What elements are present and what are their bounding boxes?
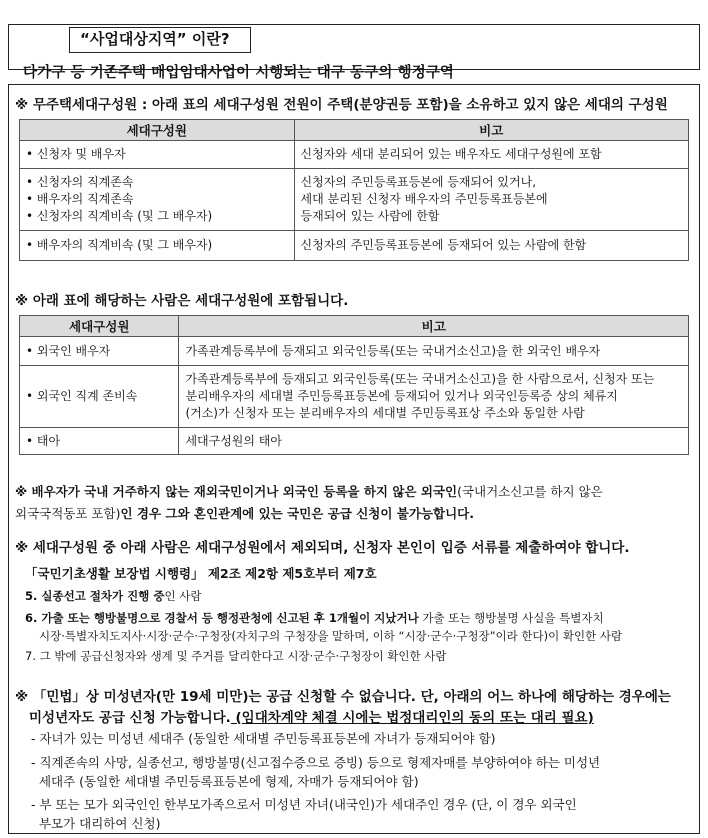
spouse-foreign-note — [15, 481, 695, 525]
table1-header-note: 비고 — [294, 120, 688, 141]
note-cell: 신청자와 세대 분리되어 있는 배우자도 세대구성원에 포함 — [300, 147, 602, 161]
section4-title: ※ 세대구성원 중 아래 사람은 세대구성원에서 제외되며, 신청자 본인이 입증 서류를 제출하여야 합니다. — [15, 540, 630, 556]
law-reference: 「국민기초생활 보장법 시행령」 제2조 제2항 제5호부터 제7호 — [25, 566, 377, 581]
section2-title: ※ 아래 표에 해당하는 사람은 세대구성원에 포함됩니다. — [15, 293, 349, 309]
member-cell: • 외국인 배우자 — [26, 343, 111, 358]
note-cell: 가족관계등록부에 등재되고 외국인등록(또는 국내거소신고)을 한 외국인 배우자 — [185, 343, 601, 358]
note-cell: 세대구성원의 태아 — [185, 433, 282, 448]
exclusion-item-6-line2: 시장·특별자치도지사·시장·군수·구청장(자치구의 구청장을 말하며, 이하 “시장·군수·구청장”이라 한다)이 확인한 사람 — [39, 629, 623, 643]
section1-title — [15, 93, 668, 113]
note-cell: (거소)가 신청자 또는 분리배우자의 세대별 주민등록표상 주소와 동일한 사람 — [185, 406, 585, 420]
member-cell: • 신청자 및 배우자 — [26, 147, 126, 161]
note-cell: 신청자의 주민등록표등본에 등재되어 있거나, — [300, 175, 537, 189]
exclusion-item-6-bold: 6. 가출 또는 행방불명으로 경찰서 등 행정관청에 신고된 후 1개월이 지났거나 — [25, 611, 419, 625]
exclusion-item-5 — [25, 588, 201, 604]
minor-exception-3-line2: 부모가 대리하여 신청) — [31, 816, 161, 831]
note-cell: 등재되어 있는 사람에 한함 — [300, 209, 440, 223]
household-member-table — [19, 119, 689, 261]
table-row — [20, 428, 689, 455]
spouse-note-line2-bold: 인 경우 그와 혼인관계에 있는 국민은 공급 신청이 불가능합니다. — [120, 506, 474, 521]
eligibility-notice-box — [8, 84, 700, 834]
member-cell: • 신청자의 직계존속 — [26, 175, 134, 189]
minor-exception-1: - 자녀가 있는 미성년 세대주 (동일한 세대별 주민등록표등본에 자녀가 등재되어야 함) — [31, 731, 496, 746]
exclusion-item-5-rest: 인 사람 — [164, 589, 202, 603]
minor-notice-line2 — [29, 706, 594, 726]
exclusion-item-6-rest: 가출 또는 행방불명 사실을 특별자치 — [418, 611, 604, 625]
minor-exception-3: - 부 또는 모가 외국인인 한부모가족으로서 미성년 자녀(내국인)가 세대주인 경우 (단, 이 경우 외국인 — [31, 797, 577, 812]
exclusion-item-7: 7. 그 밖에 공급신청자와 생계 및 주거를 달리한다고 시장·군수·구청장이 확인한 사람 — [25, 649, 447, 663]
member-cell: • 신청자의 직계비속 (및 그 배우자) — [26, 209, 213, 223]
table1-header-member: 세대구성원 — [20, 120, 295, 141]
exclusion-item-5-bold: 5. 실종선고 절차가 진행 중 — [25, 589, 165, 603]
table2-header-note: 비고 — [179, 316, 689, 337]
spouse-note-line2-normal: 외국국적동포 포함) — [15, 506, 121, 521]
spouse-note-normal: (국내거소신고를 하지 않은 — [457, 484, 603, 499]
minor-notice-line2-b: (임대차계약 체결 시에는 법정대리인의 동의 또는 대리 필요) — [230, 710, 594, 726]
note-cell: 분리배우자의 세대별 주민등록표등본에 등재되어 있거나 외국인등록증 상의 체류지 — [185, 389, 618, 403]
minor-notice-line2-a: 미성년자도 공급 신청 가능합니다. — [29, 710, 231, 726]
note-cell: 가족관계등록부에 등재되고 외국인등록(또는 국내거소신고)을 한 사람으로서, 신청자 또는 — [185, 372, 655, 386]
exclusion-item-6 — [25, 610, 604, 626]
minor-exception-2: - 직계존속의 사망, 실종선고, 행방불명(신고접수증으로 증빙) 등으로 형제자매를 부양하여야 하는 미성년 — [31, 755, 601, 770]
note-cell: 신청자의 주민등록표등본에 등재되어 있는 사람에 한함 — [300, 238, 587, 252]
table2-header-member: 세대구성원 — [20, 316, 179, 337]
table-row — [20, 141, 689, 169]
member-cell: • 배우자의 직계비속 (및 그 배우자) — [26, 238, 213, 252]
minor-exception-2-line2: 세대주 (동일한 세대별 주민등록표등본에 형제, 자매가 등재되어야 함) — [31, 774, 419, 789]
member-cell: • 배우자의 직계존속 — [26, 192, 134, 206]
section1-title-rest: 아래 표의 세대구성원 전원이 주택(분양권등 포함)을 소유하고 있지 않은 세대의 구성원 — [147, 97, 668, 113]
region-definition-title: “사업대상지역” 이란? — [69, 27, 251, 53]
region-definition-text: 다가구 등 기존주택 매입임대사업이 시행되는 대구 동구의 행정구역 — [23, 65, 455, 81]
member-cell: • 태아 — [26, 433, 61, 448]
region-definition-box — [8, 24, 700, 81]
table-row — [20, 169, 689, 231]
table-row — [20, 231, 689, 261]
minor-notice-line1: ※ 「민법」상 미성년자(만 19세 미만)는 공급 신청할 수 없습니다. 단, 아래의 어느 하나에 해당하는 경우에는 — [15, 689, 671, 705]
member-cell: • 외국인 직계 존비속 — [26, 389, 138, 403]
table-row — [20, 366, 689, 428]
included-member-table — [19, 315, 689, 455]
table-row — [20, 337, 689, 366]
section1-title-bold: ※ 무주택세대구성원 : — [15, 97, 148, 113]
spouse-note-bold: ※ 배우자가 국내 거주하지 않는 재외국민이거나 외국인 등록을 하지 않은 외국인 — [15, 484, 458, 499]
note-cell: 세대 분리된 신청자 배우자의 주민등록표등본에 — [300, 192, 548, 206]
